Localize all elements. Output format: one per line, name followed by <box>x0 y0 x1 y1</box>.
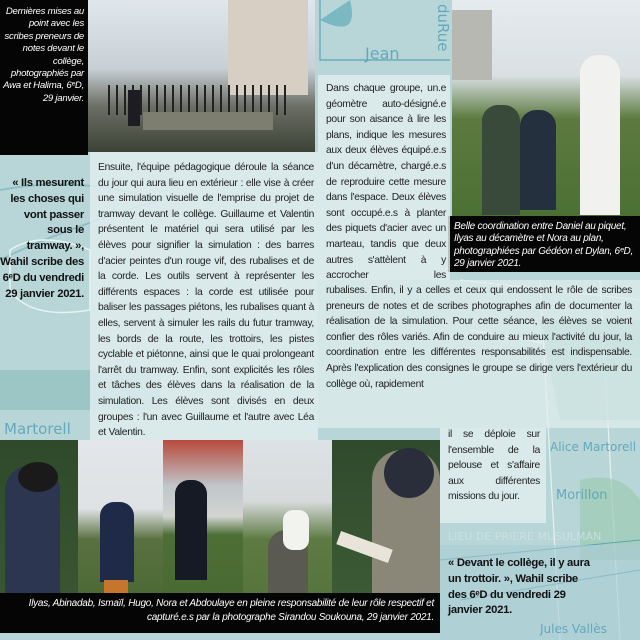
photo-student-3 <box>163 440 243 593</box>
map-label-jean: Jean <box>365 44 400 63</box>
photo-coordination <box>452 0 640 216</box>
map-label-morillon: Morillon <box>556 488 608 503</box>
caption-top-left: Dernières mises au point avec les scribes preneurs de notes devant le collège, photographiés par Awa et Halima, 6ᵉD, 29 janvier. <box>0 0 88 155</box>
caption-top-right: Belle coordination entre Daniel au piquet, Ilyas au décamètre et Nora au plan, photographiées par Gédéon et Dylan, 6ᵉD, 29 janvier 2021. <box>448 216 640 272</box>
map-label-valles: Jules Vallès <box>540 622 607 636</box>
map-label-alice-martorell: Alice Martorell <box>550 440 637 454</box>
photo-college-entrance <box>88 0 315 152</box>
photo-student-2 <box>78 440 163 593</box>
caption-bottom: Ilyas, Abinadab, Ismaïl, Hugo, Nora et Abdoulaye en pleine responsabilité de leur rôle respectif et capturé.e.s par la photographe Sirandou Soukouna, 29 janvier 2021. <box>0 593 440 633</box>
quote-right: « Devant le collège, il y aura un trottoir. », Wahil scribe des 6ᵉD du vendredi 29 janvier 2021. <box>448 557 590 617</box>
map-label-rue: duRue <box>434 4 452 52</box>
map-label-lieu: LIEU DE PRIERE MUSULMAN <box>448 530 602 543</box>
article-column-2-wide: rubalises. Enfin, il y a celles et ceux qui endossent le rôle de scribes preneurs de notes et de scribes photographes afin de documenter la réalisation de la simulation. Pour cette séance, les élèves se voient confier des rôles variés. Afin de conduire au mieux l'activité du jour, la coordination entre les différentes responsabilités est indispensable. Après l'explication des consignes le groupe se dirige vers l'extérieur du collège où, rapidement <box>326 285 632 390</box>
article-column-2-tail: il se déploie sur l'ensemble de la pelouse et s'affaire aux différentes missions du jour. <box>448 429 540 503</box>
photo-student-5 <box>332 440 440 593</box>
map-label-martorell: Martorell <box>4 420 71 438</box>
article-column-1: Ensuite, l'équipe pédagogique déroule la séance du jour qui aura lieu en extérieur : elle vise à créer une simulation visuelle de l'emprise du projet de tramway devant le collège. Guillaume et Valentin présentent le matériel qui sera utilisé par les élèves pour signifier la simulation : des barres d'acier peintes d'un rouge vif, des rubalises et de la corde. Les outils servent à représenter les différents espaces : la corde est utilisée pour baliser les passages piétons, les rubalises quant à elles, servent à simuler les rails du futur tramway, les bords de la route, les trottoirs, les pistes cyclable et piétonne, ainsi que le quai prolongeant l'arrêt du tramway. Enfin, sont explicités les rôles et tâches des élèves dans la réalisation de la simulation. Les élèves sont divisés en deux groupes : l'un avec Guillaume et l'autre avec Léa et Valentin. <box>98 162 314 439</box>
photo-student-1 <box>0 440 78 593</box>
quote-left: « Ils mesurent les choses qui vont passer sous le tramway. », Wahil scribe des 6ᵉD du vendredi 29 janvier 2021. <box>0 177 84 300</box>
article-column-2-narrow: Dans chaque groupe, un.e géomètre auto-désigné.e pour son aisance à lire les plans, indique les mesures aux deux élèves équipé.e.s d'un décamètre, chargé.e.s de reproduire cette mesure dans l'espace. Deux élèves sont occupé.e.s à planter des piquets d'acier avec un marteau, tandis que deux autres s'attèlent à y accrocher les <box>326 83 446 282</box>
photo-student-4 <box>243 440 332 593</box>
